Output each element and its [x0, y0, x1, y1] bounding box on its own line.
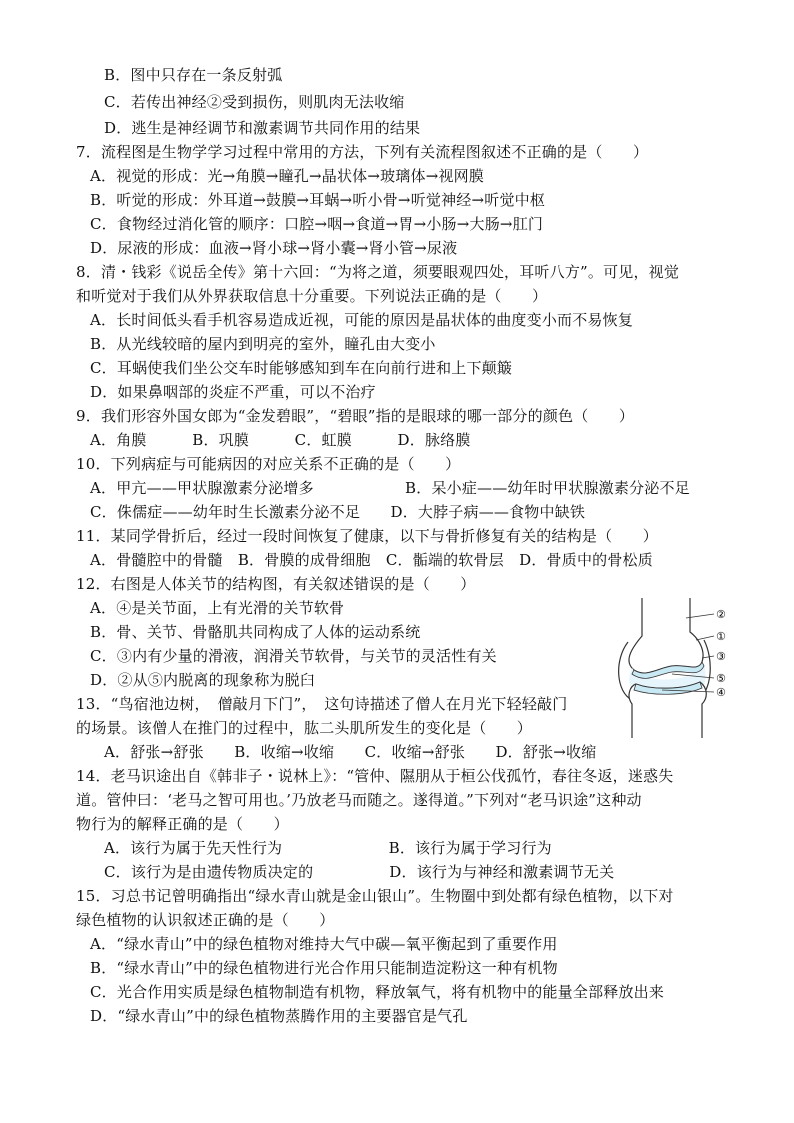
text-line-l35: 15．习总书记曾明确指出“绿水青山就是金山银山”。生物圈中到处都有绿色植物，以下对 — [76, 887, 674, 905]
text-line-l18: A．甲亢——甲状腺激素分泌增多 B．呆小症——幼年时甲状腺激素分泌不足 — [90, 479, 690, 497]
text-line-l31: 道。管仲曰：‘老马之智可用也。’乃放老马而随之。遂得道。”下列对“老马识途”这种动 — [76, 791, 642, 809]
text-line-l05: A．视觉的形成：光→角膜→瞳孔→晶状体→玻璃体→视网膜 — [90, 167, 485, 185]
text-line-l34: C．该行为是由遗传物质决定的 D．该行为与神经和激素调节无关 — [104, 863, 615, 881]
text-line-l07: C．食物经过消化管的顺序：口腔→咽→食道→胃→小肠→大肠→肛门 — [90, 215, 544, 233]
text-line-l20: 11．某同学骨折后，经过一段时间恢复了健康，以下与骨折修复有关的结构是（ ） — [76, 527, 658, 545]
joint-structure-figure — [612, 598, 732, 738]
text-line-l22: 12．右图是人体关节的结构图，有关叙述错误的是（ ） — [76, 575, 476, 593]
text-line-l15: 9．我们形容外国女郎为“金发碧眼”，“碧眼”指的是眼球的哪一部分的颜色（ ） — [76, 407, 635, 425]
text-line-l28: 的场景。该僧人在推门的过程中，肱二头肌所发生的变化是（ ） — [76, 719, 533, 737]
text-line-l19: C．侏儒症——幼年时生长激素分泌不足 D．大脖子病——食物中缺铁 — [90, 503, 586, 521]
text-line-l08: D．尿液的形成：血液→肾小球→肾小囊→肾小管→尿液 — [90, 239, 458, 257]
text-line-l21: A．骨髓腔中的骨髓 B．骨膜的成骨细胞 C．骺端的软骨层 D．骨质中的骨松质 — [90, 551, 653, 569]
text-line-l01: B．图中只存在一条反射弧 — [104, 66, 283, 84]
text-line-l33: A．该行为属于先天性行为 B．该行为属于学习行为 — [104, 839, 552, 857]
text-line-l30: 14．老马识途出自《韩非子・说林上》：“管仲、隰朋从于桓公伐孤竹，春往冬返，迷惑失 — [76, 767, 674, 785]
text-line-l16: A．角膜 B．巩膜 C．虹膜 D．脉络膜 — [90, 431, 471, 449]
text-line-l23: A．④是关节面，上有光滑的关节软骨 — [90, 599, 345, 617]
figure-label-1: ① — [716, 630, 726, 643]
text-line-l14: D．如果鼻咽部的炎症不严重，可以不治疗 — [90, 383, 376, 401]
text-line-l40: D．“绿水青山”中的绿色植物蒸腾作用的主要器官是气孔 — [90, 1007, 468, 1025]
text-line-l10: 和听觉对于我们从外界获取信息十分重要。下列说法正确的是（ ） — [76, 287, 548, 305]
text-line-l09: 8．清・钱彩《说岳全传》第十六回：“为将之道，须要眼观四处，耳听八方”。可见，视觉 — [76, 263, 680, 281]
text-line-l04: 7．流程图是生物学学习过程中常用的方法，下列有关流程图叙述不正确的是（ ） — [76, 143, 649, 161]
text-line-l12: B．从光线较暗的屋内到明亮的室外，瞳孔由大变小 — [90, 335, 436, 353]
text-line-l11: A．长时间低头看手机容易造成近视，可能的原因是晶状体的曲度变小而不易恢复 — [90, 311, 634, 329]
text-line-l29: A．舒张→舒张 B．收缩→收缩 C．收缩→舒张 D．舒张→收缩 — [104, 743, 597, 761]
joint-diagram — [612, 598, 732, 738]
text-line-l06: B．听觉的形成：外耳道→鼓膜→耳蜗→听小骨→听觉神经→听觉中枢 — [90, 191, 546, 209]
text-line-l37: A．“绿水青山”中的绿色植物对维持大气中碳—氧平衡起到了重要作用 — [90, 935, 558, 953]
figure-label-2: ② — [716, 608, 726, 621]
figure-label-3: ③ — [716, 650, 726, 663]
text-line-l39: C．光合作用实质是绿色植物制造有机物，释放氧气，将有机物中的能量全部释放出来 — [90, 983, 665, 1001]
text-line-l02: C．若传出神经②受到损伤，则肌肉无法收缩 — [104, 93, 405, 111]
figure-label-4: ④ — [716, 686, 726, 699]
text-line-l03: D．逃生是神经调节和激素调节共同作用的结果 — [104, 119, 421, 137]
text-line-l27: 13．“鸟宿池边树， 僧敲月下门”， 这句诗描述了僧人在月光下轻轻敲门 — [76, 695, 568, 713]
text-line-l24: B．骨、关节、骨骼肌共同构成了人体的运动系统 — [90, 623, 421, 641]
text-line-l13: C．耳蜗使我们坐公交车时能够感知到车在向前行进和上下颠簸 — [90, 359, 513, 377]
text-line-l17: 10．下列病症与可能病因的对应关系不正确的是（ ） — [76, 455, 461, 473]
text-line-l26: D．②从⑤内脱离的现象称为脱臼 — [90, 671, 316, 689]
text-line-l38: B．“绿水青山”中的绿色植物进行光合作用只能制造淀粉这一种有机物 — [90, 959, 558, 977]
figure-label-5: ⑤ — [716, 672, 726, 685]
upper-bone — [629, 598, 703, 673]
text-line-l36: 绿色植物的认识叙述正确的是（ ） — [76, 911, 335, 929]
text-line-l32: 物行为的解释正确的是（ ） — [76, 815, 289, 833]
text-line-l25: C．③内有少量的滑液，润滑关节软骨，与关节的灵活性有关 — [90, 647, 497, 665]
